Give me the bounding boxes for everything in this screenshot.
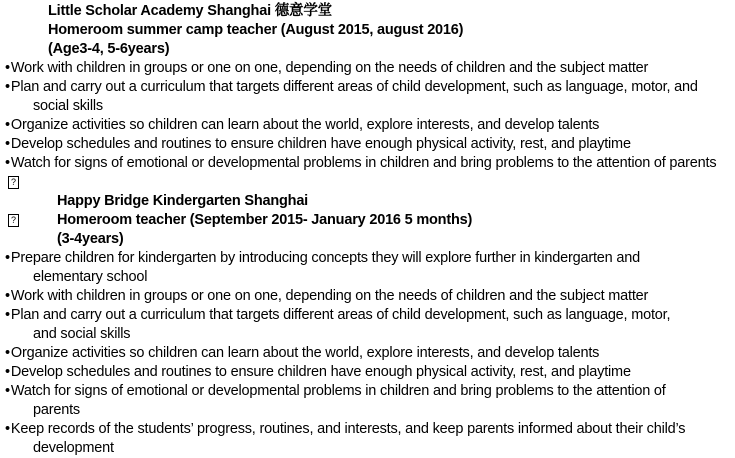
bullet-text: social skills [33, 98, 103, 114]
bullet-item-continuation [0, 325, 735, 344]
bullet-item-continuation [0, 439, 735, 458]
heading-text: (Age3-4, 5-6years) [48, 41, 170, 57]
bullet-text: Plan and carry out a curriculum that targets different areas of child development, such as language, motor, and [10, 79, 698, 95]
bullet-icon: • [5, 60, 10, 76]
missing-character-glyph: ? [8, 176, 19, 189]
age-group [0, 230, 735, 249]
bullet-icon: • [5, 288, 10, 304]
experience-section-happy-bridge-kindergarten [0, 192, 735, 458]
bullet-text: parents [33, 402, 80, 418]
age-group [0, 40, 735, 59]
bullet-icon: • [5, 364, 10, 380]
bullet-text: development [33, 440, 114, 456]
bullet-item [0, 135, 735, 154]
bullet-text: Develop schedules and routines to ensure children have enough physical activity, rest, and playtime [10, 364, 631, 380]
employer-name [0, 2, 735, 21]
heading-text: Happy Bridge Kindergarten Shanghai [57, 193, 309, 209]
heading-text: Little Scholar Academy Shanghai 德意学堂 [48, 3, 332, 19]
bullet-item [0, 382, 735, 401]
job-title [0, 21, 735, 40]
bullet-icon: • [5, 383, 10, 399]
bullet-item [0, 78, 735, 97]
bullet-item [0, 116, 735, 135]
bullet-item [0, 306, 735, 325]
bullet-text: Prepare children for kindergarten by introducing concepts they will explore further in kindergarten and [10, 250, 640, 266]
job-title [0, 211, 735, 230]
heading-text: Homeroom summer camp teacher (August 2015, august 2016) [48, 22, 464, 38]
bullet-text: Organize activities so children can learn about the world, explore interests, and develop talents [10, 117, 600, 133]
missing-character-glyph: ? [8, 214, 19, 227]
bullet-icon: • [5, 136, 10, 152]
bullet-text: Work with children in groups or one on one, depending on the needs of children and the subject matter [10, 60, 649, 76]
bullet-text: Keep records of the students’ progress, routines, and interests, and keep parents informed about their child’s [10, 421, 686, 437]
experience-section-little-scholar-academy [0, 2, 735, 192]
bullet-item [0, 344, 735, 363]
bullet-text: Plan and carry out a curriculum that targets different areas of child development, such as language, motor, [10, 307, 671, 323]
bullet-item-continuation [0, 401, 735, 420]
bullet-item-continuation [0, 268, 735, 287]
bullet-item [0, 59, 735, 78]
bullet-text: Watch for signs of emotional or developmental problems in children and bring problems to the attention of [10, 383, 666, 399]
bullet-text: elementary school [33, 269, 148, 285]
bullet-icon: • [5, 79, 10, 95]
bullet-text: Develop schedules and routines to ensure children have enough physical activity, rest, and playtime [10, 136, 631, 152]
bullet-icon: • [5, 345, 10, 361]
bullet-item [0, 154, 735, 173]
employer-name [0, 192, 735, 211]
heading-text: (3-4years) [57, 231, 124, 247]
bullet-text: Watch for signs of emotional or developmental problems in children and bring problems to the attention of parents [10, 155, 717, 171]
heading-text: Homeroom teacher (September 2015- January 2016 5 months) [57, 212, 473, 228]
bullet-item [0, 287, 735, 306]
bullet-text: Organize activities so children can learn about the world, explore interests, and develop talents [10, 345, 600, 361]
bullet-text: Work with children in groups or one on one, depending on the needs of children and the subject matter [10, 288, 649, 304]
bullet-item [0, 363, 735, 382]
bullet-item [0, 249, 735, 268]
bullet-icon: • [5, 250, 10, 266]
bullet-icon: • [5, 307, 10, 323]
bullet-item [0, 420, 735, 439]
bullet-item-continuation [0, 97, 735, 116]
bullet-text: and social skills [33, 326, 131, 342]
missing-character-line [0, 173, 735, 192]
bullet-icon: • [5, 421, 10, 437]
bullet-icon: • [5, 155, 10, 171]
bullet-icon: • [5, 117, 10, 133]
